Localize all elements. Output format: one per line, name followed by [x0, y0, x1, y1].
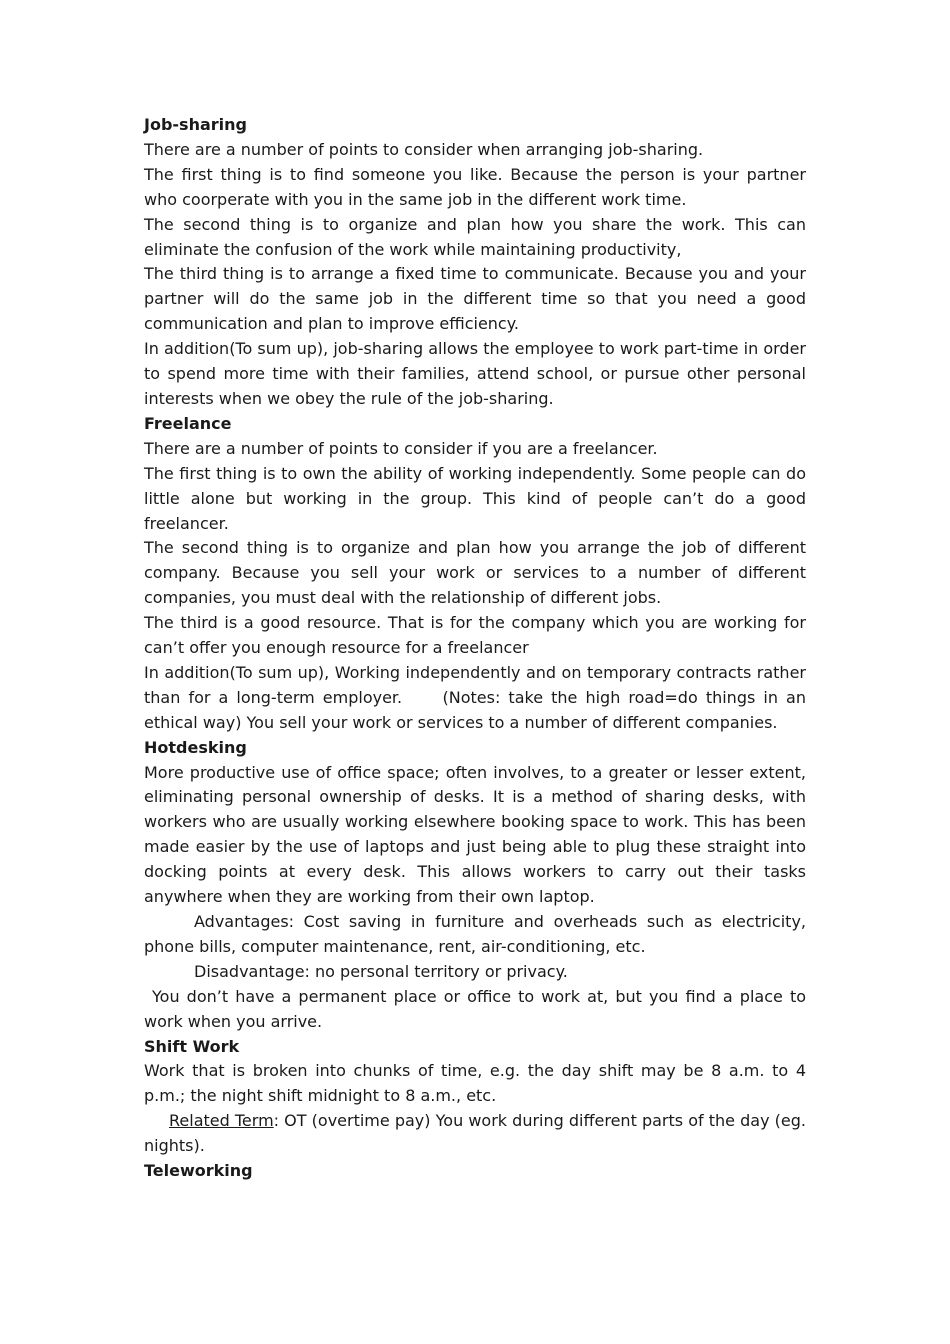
paragraph: There are a number of points to consider if you are a freelancer. [144, 438, 658, 458]
section-heading-shift-work: Shift Work [144, 1036, 240, 1056]
document-page [144, 113, 806, 1184]
advantages-paragraph: Advantages: Cost saving in furniture and overheads such as electricity, phone bills, computer maintenance, rent, air-conditioning, etc. [144, 912, 806, 956]
paragraph: More productive use of office space; often involves, to a greater or lesser extent, eliminating personal ownership of desks. It is a method of sharing desks, with workers who are usually working elsewhere booking space to work. This has been made easier by the use of laptops and just being able to plug these straight into docking points at every desk. This allows workers to carry out their tasks anywhere when they are working from their own laptop. [144, 762, 806, 907]
paragraph: The third thing is to arrange a fixed time to communicate. Because you and your partner will do the same job in the different time so that you need a good communication and plan to improve efficiency. [144, 264, 806, 334]
related-term-text: : OT (overtime pay) You work during different parts of the day (eg. nights). [144, 1111, 807, 1156]
related-term-paragraph [144, 1109, 806, 1159]
section-heading-hotdesking: Hotdesking [144, 737, 247, 757]
disadvantage-paragraph: Disadvantage: no personal territory or privacy. [194, 961, 568, 981]
paragraph: The second thing is to organize and plan how you arrange the job of different company. Because you sell your work or services to a number of different companies, you must deal with the relationship of different jobs. [144, 538, 806, 608]
paragraph: In addition(To sum up), job-sharing allows the employee to work part-time in order to spend more time with their families, attend school, or pursue other personal interests when we obey the rule of the job-sharing. [144, 339, 806, 408]
paragraph: The second thing is to organize and plan how you share the work. This can eliminate the confusion of the work while maintaining productivity, [144, 214, 806, 259]
paragraph: There are a number of points to consider when arranging job-sharing. [144, 139, 704, 159]
paragraph: Work that is broken into chunks of time, e.g. the day shift may be 8 a.m. to 4 p.m.; the night shift midnight to 8 a.m., etc. [144, 1061, 806, 1106]
section-heading-freelance: Freelance [144, 413, 232, 433]
paragraph: The first thing is to find someone you like. Because the person is your partner who coorperate with you in the same job in the different work time. [144, 164, 806, 209]
paragraph: You don’t have a permanent place or office to work at, but you find a place to work when you arrive. [144, 986, 806, 1031]
paragraph: The first thing is to own the ability of working independently. Some people can do little alone but working in the group. This kind of people can’t do a good freelancer. [144, 463, 806, 533]
related-term-link[interactable]: Related Term [169, 1111, 274, 1131]
paragraph: The third is a good resource. That is for the company which you are working for can’t offer you enough resource for a freelancer [144, 613, 806, 658]
paragraph: In addition(To sum up), Working independently and on temporary contracts rather than for a long-term employer. (Notes: take the high road=do things in an ethical way) You sell your work or services to a number of different companies. [144, 662, 806, 732]
section-heading-job-sharing: Job-sharing [144, 115, 247, 134]
section-heading-teleworking: Teleworking [144, 1161, 253, 1181]
